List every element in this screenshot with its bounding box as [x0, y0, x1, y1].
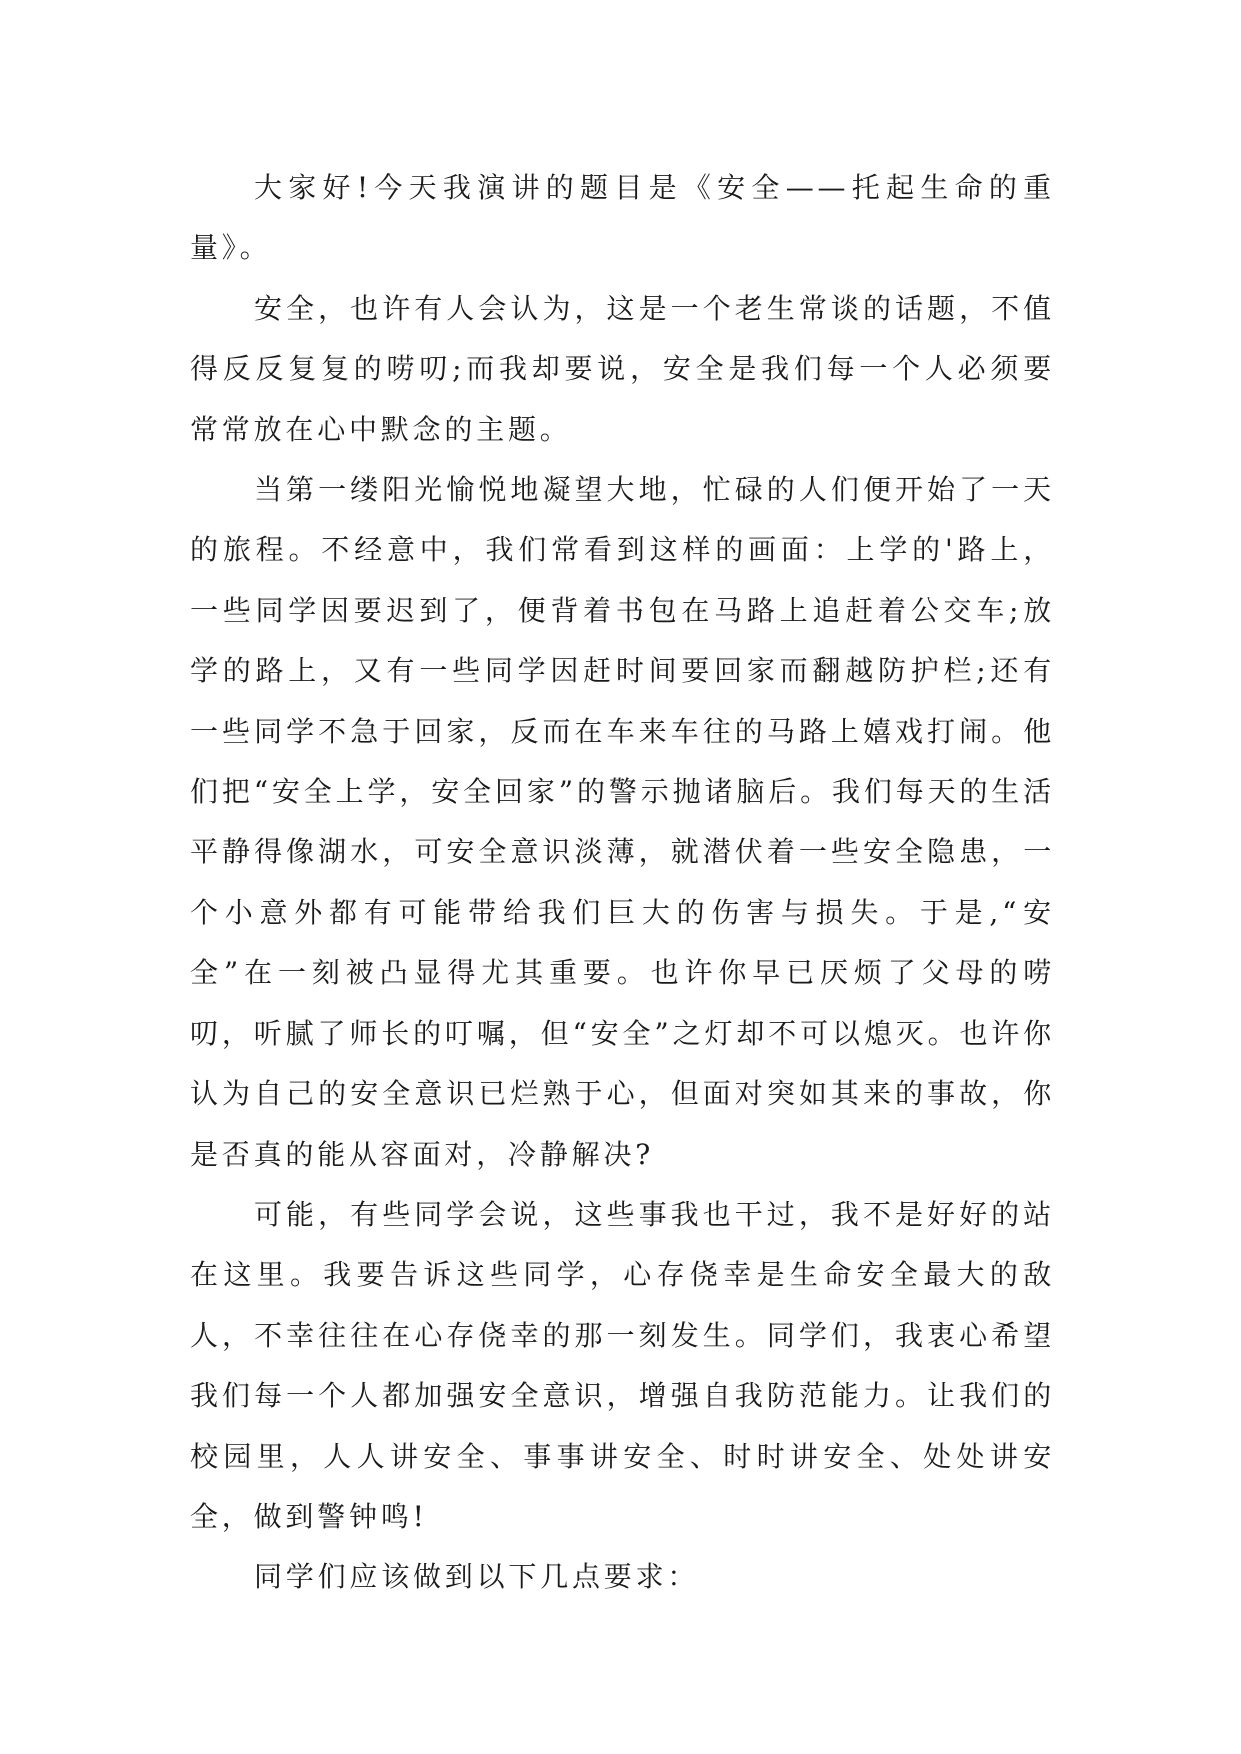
paragraph-greeting: 大家好!今天我演讲的题目是《安全——托起生命的重量》。 [190, 171, 1055, 265]
speech-body [190, 158, 1055, 1608]
paragraph-warning: 可能，有些同学会说，这些事我也干过，我不是好好的站在这里。我要告诉这些同学，心存侥幸是生命安全最大的敌人，不幸往往在心存侥幸的那一刻发生。同学们，我衷心希望我们每一个人都加强安全意识，增强自我防范能力。让我们的校园里，人人讲安全、事事讲安全、时时讲安全、处处讲安全，做到警钟鸣! [190, 1197, 1055, 1533]
paragraph-requirements-intro: 同学们应该做到以下几点要求： [254, 1560, 700, 1594]
paragraph-daily-scenes: 当第一缕阳光愉悦地凝望大地，忙碌的人们便开始了一天的旅程。不经意中，我们常看到这样的画面：上学的'路上，一些同学因要迟到了，便背着书包在马路上追赶着公交车;放学的路上，又有一些同学因赶时间要回家而翻越防护栏;还有一些同学不急于回家，反而在车来车往的马路上嬉戏打闹。他们把“安全上学，安全回家”的警示抛诸脑后。我们每天的生活平静得像湖水，可安全意识淡薄，就潜伏着一些安全隐患，一个小意外都有可能带给我们巨大的伤害与损失。于是,“安全”在一刻被凸显得尤其重要。也许你早已厌烦了父母的唠叨，听腻了师长的叮嘱，但“安全”之灯却不可以熄灭。也许你认为自己的安全意识已烂熟于心，但面对突如其来的事故，你是否真的能从容面对，冷静解决? [190, 473, 1055, 1171]
paragraph-safety-theme: 安全，也许有人会认为，这是一个老生常谈的话题，不值得反反复复的唠叨;而我却要说，安全是我们每一个人必须要常常放在心中默念的主题。 [190, 291, 1055, 446]
